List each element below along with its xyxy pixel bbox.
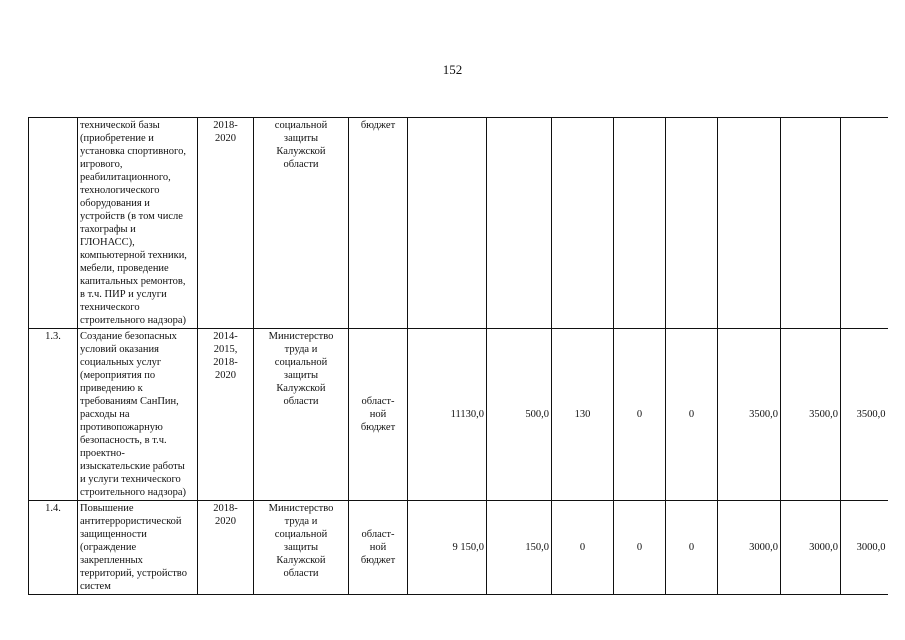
year-value [666, 118, 718, 329]
executor: Министерство труда и социальной защиты Калужской области [254, 329, 349, 501]
year-value: 0 [666, 501, 718, 595]
total-value: 9 150,0 [408, 501, 487, 595]
table-row [29, 118, 888, 329]
year-value: 0 [552, 501, 614, 595]
year-value: 0 [614, 329, 666, 501]
year-value: 3000,0 [841, 501, 888, 595]
year-value: 0 [614, 501, 666, 595]
funding-source: бюджет [349, 118, 408, 329]
year-value: 3500,0 [841, 329, 888, 501]
budget-table [28, 117, 888, 595]
total-value: 11130,0 [408, 329, 487, 501]
measure-name: технической базы (приобретение и установка спортивного, игрового, реабилитационного, технологического оборудования и устройств (в том числе тахографы и ГЛОНАСС), компьютерной техники, мебели, проведение капитальных ремонтов, в т.ч. ПИР и услуги технического строительного надзора) [78, 118, 198, 329]
year-value [841, 118, 888, 329]
year-value: 150,0 [487, 501, 552, 595]
year-value [718, 118, 781, 329]
page-number: 152 [442, 62, 463, 77]
executor: социальной защиты Калужской области [254, 118, 349, 329]
table-row [29, 501, 888, 595]
row-number: 1.3. [29, 329, 78, 501]
year-value: 3500,0 [781, 329, 841, 501]
funding-source: област- ной бюджет [349, 501, 408, 595]
period: 2018- 2020 [198, 501, 254, 595]
year-value [614, 118, 666, 329]
period: 2018- 2020 [198, 118, 254, 329]
year-value: 500,0 [487, 329, 552, 501]
year-value: 3000,0 [718, 501, 781, 595]
year-value [552, 118, 614, 329]
year-value: 0 [666, 329, 718, 501]
year-value [487, 118, 552, 329]
year-value: 130 [552, 329, 614, 501]
period: 2014- 2015, 2018- 2020 [198, 329, 254, 501]
table-row [29, 329, 888, 501]
funding-source: област- ной бюджет [349, 329, 408, 501]
row-number [29, 118, 78, 329]
total-value [408, 118, 487, 329]
year-value [781, 118, 841, 329]
row-number: 1.4. [29, 501, 78, 595]
year-value: 3500,0 [718, 329, 781, 501]
year-value: 3000,0 [781, 501, 841, 595]
measure-name: Создание безопасных условий оказания социальных услуг (мероприятия по приведению к требованиям СанПин, расходы на противопожарную безопасность, в т.ч. проектно- изыскательские работы и услуги технического строительного надзора) [78, 329, 198, 501]
executor: Министерство труда и социальной защиты Калужской области [254, 501, 349, 595]
measure-name: Повышение антитеррористической защищенности (ограждение закрепленных территорий, устройство систем [78, 501, 198, 595]
